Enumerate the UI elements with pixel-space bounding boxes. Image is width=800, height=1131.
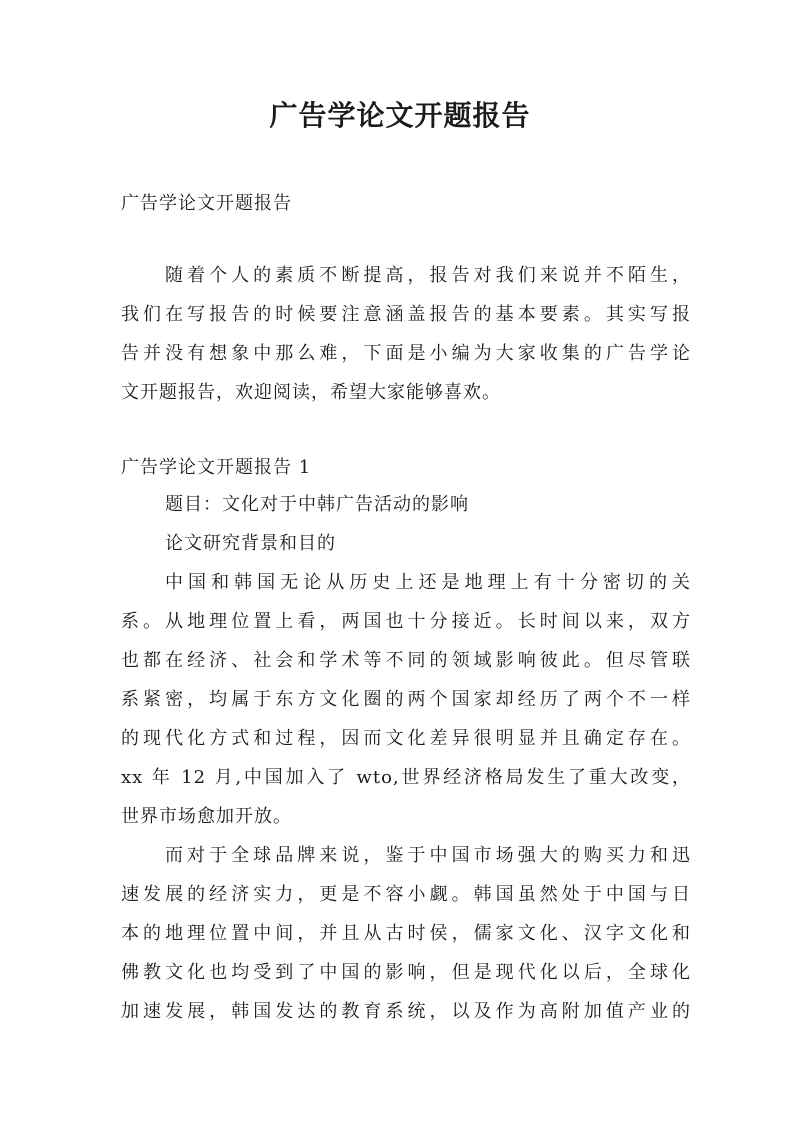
paragraph-line: 也都在经济、社会和学术等不同的领域影响彼此。但尽管联 <box>121 650 691 671</box>
paragraph-line: 加速发展，韩国发达的教育系统，以及作为高附加值产业的 <box>121 1001 691 1022</box>
section-heading: 广告学论文开题报告 1 <box>121 457 312 478</box>
paragraph-line: 而对于全球品牌来说，鉴于中国市场强大的购买力和迅 <box>165 845 691 866</box>
paragraph-line: 系。从地理位置上看，两国也十分接近。长时间以来，双方 <box>121 611 691 632</box>
paragraph-line: 本的地理位置中间，并且从古时侯，儒家文化、汉字文化和 <box>121 923 691 944</box>
intro-line: 我们在写报告的时候要注意涵盖报告的基本要素。其实写报 <box>121 304 691 325</box>
paragraph-line: 系紧密，均属于东方文化圈的两个国家却经历了两个不一样 <box>121 689 691 710</box>
paragraph-line: 世界市场愈加开放。 <box>121 806 292 827</box>
intro-line: 文开题报告，欢迎阅读，希望大家能够喜欢。 <box>121 382 501 403</box>
intro-line: 随着个人的素质不断提高，报告对我们来说并不陌生， <box>165 265 691 286</box>
intro-line: 告并没有想象中那么难，下面是小编为大家收集的广告学论 <box>121 343 691 364</box>
paragraph-line: 速发展的经济实力，更是不容小觑。韩国虽然处于中国与日 <box>121 884 691 905</box>
paragraph-line: 佛教文化也均受到了中国的影响，但是现代化以后，全球化 <box>121 962 691 983</box>
paragraph-line: xx 年 12 月,中国加入了 wto,世界经济格局发生了重大改变， <box>121 767 691 788</box>
paragraph-line: 的现代化方式和过程，因而文化差异很明显并且确定存在。 <box>121 728 691 749</box>
paragraph-line: 中国和韩国无论从历史上还是地理上有十分密切的关 <box>165 572 691 593</box>
document-title: 广告学论文开题报告 <box>269 99 531 132</box>
background-heading: 论文研究背景和目的 <box>165 533 336 554</box>
document-subtitle: 广告学论文开题报告 <box>121 193 292 214</box>
topic-line: 题目：文化对于中韩广告活动的影响 <box>165 494 469 515</box>
